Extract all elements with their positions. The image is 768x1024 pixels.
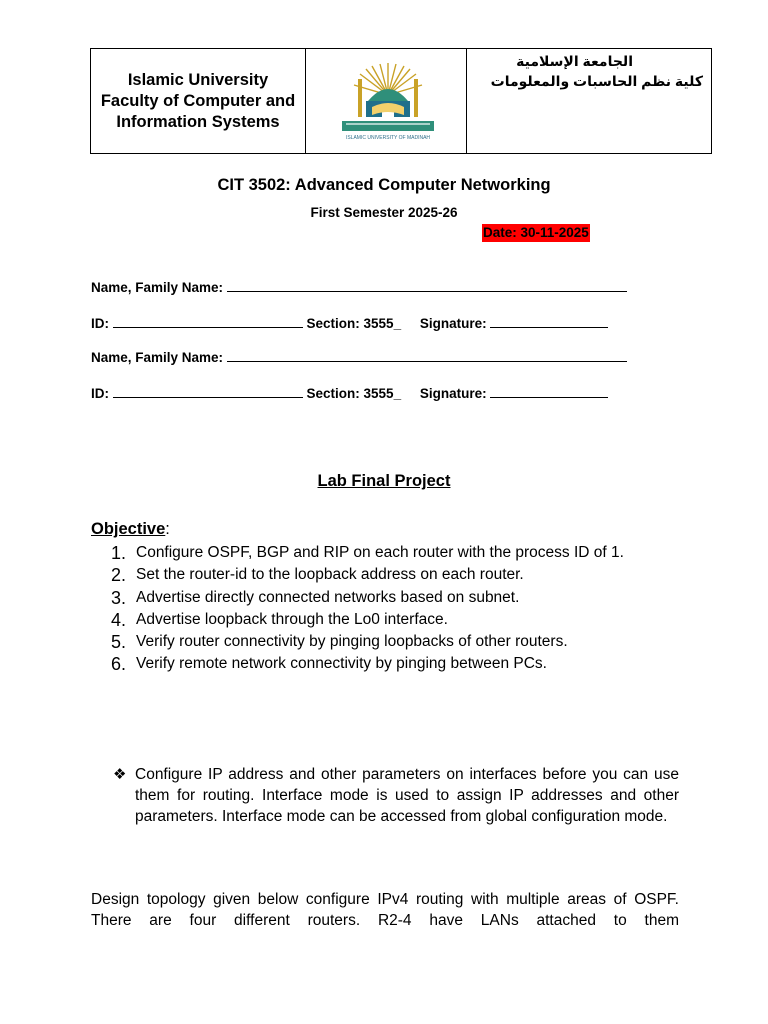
signature-field-1[interactable] — [490, 315, 608, 328]
header-table — [90, 48, 712, 154]
logo-caption: ISLAMIC UNIVERSITY OF MADINAH — [345, 135, 431, 141]
item-text: Verify router connectivity by pinging loopbacks of other routers. — [136, 633, 568, 651]
semester-text: First Semester 2025-26 — [310, 205, 458, 220]
objectives-list — [91, 542, 681, 676]
list-item — [91, 631, 681, 653]
list-item — [91, 653, 681, 675]
id-label: ID: — [91, 386, 109, 401]
university-logo — [328, 57, 448, 147]
list-item — [91, 587, 681, 609]
name-row-1 — [91, 279, 627, 295]
item-number: 2. — [111, 565, 127, 586]
objective-label: Objective — [91, 520, 166, 538]
project-title: Lab Final Project — [317, 472, 451, 490]
id-label: ID: — [91, 316, 109, 331]
signature-label: Signature: — [419, 386, 487, 401]
objective-colon: : — [165, 520, 170, 538]
item-number: 6. — [111, 654, 127, 675]
item-text: Set the router-id to the loopback address on each router. — [136, 566, 524, 584]
logo-cell — [306, 49, 467, 153]
name-field-2[interactable] — [227, 349, 627, 362]
note-text: Configure IP address and other parameters on interfaces before you can use them for routing. Interface mode is used to assign IP addresses and other parameters. Interface mode can be accessed from global configuration mode. — [135, 766, 679, 825]
university-ar-line2: كلية نظم الحاسبات والمعلومات — [490, 73, 703, 89]
name-row-2 — [91, 349, 627, 365]
design-paragraph: Design topology given below configure IPv4 routing with multiple areas of OSPF. There are four different routers. R2-4 have LANs attached to them — [91, 891, 679, 929]
id-field-2[interactable] — [113, 385, 303, 398]
list-item — [91, 542, 681, 564]
section-label: Section: 3555_ — [306, 316, 402, 331]
signature-label: Signature: — [419, 316, 487, 331]
exam-date: Date: 30-11-2025 — [483, 225, 589, 240]
course-title: CIT 3502: Advanced Computer Networking — [217, 176, 551, 194]
name-label: Name, Family Name: — [91, 350, 224, 365]
name-label: Name, Family Name: — [91, 280, 224, 295]
id-field-1[interactable] — [113, 315, 303, 328]
note-paragraph — [113, 764, 679, 827]
semester — [0, 205, 768, 220]
diamond-bullet-icon: ❖ — [113, 766, 127, 783]
item-number: 5. — [111, 632, 127, 653]
objective-heading — [91, 520, 170, 539]
item-number: 1. — [111, 543, 127, 563]
name-field-1[interactable] — [227, 279, 627, 292]
list-item — [91, 609, 681, 631]
item-text: Advertise loopback through the Lo0 interface. — [136, 610, 448, 628]
id-row-2 — [91, 385, 608, 401]
item-text: Advertise directly connected networks based on subnet. — [136, 588, 520, 606]
item-text: Configure OSPF, BGP and RIP on each router with the process ID of 1. — [136, 544, 624, 561]
item-number: 4. — [111, 609, 127, 630]
section-label: Section: 3555_ — [306, 386, 402, 401]
list-item — [91, 564, 681, 586]
university-name-en: Islamic University Faculty of Computer and Information Systems — [91, 49, 306, 153]
id-row-1 — [91, 315, 608, 331]
item-text: Verify remote network connectivity by pinging between PCs. — [136, 655, 547, 673]
signature-field-2[interactable] — [490, 385, 608, 398]
university-ar-line1: الجامعة الإسلامية — [516, 53, 633, 69]
university-name-ar — [467, 49, 711, 153]
item-number: 3. — [111, 587, 127, 608]
